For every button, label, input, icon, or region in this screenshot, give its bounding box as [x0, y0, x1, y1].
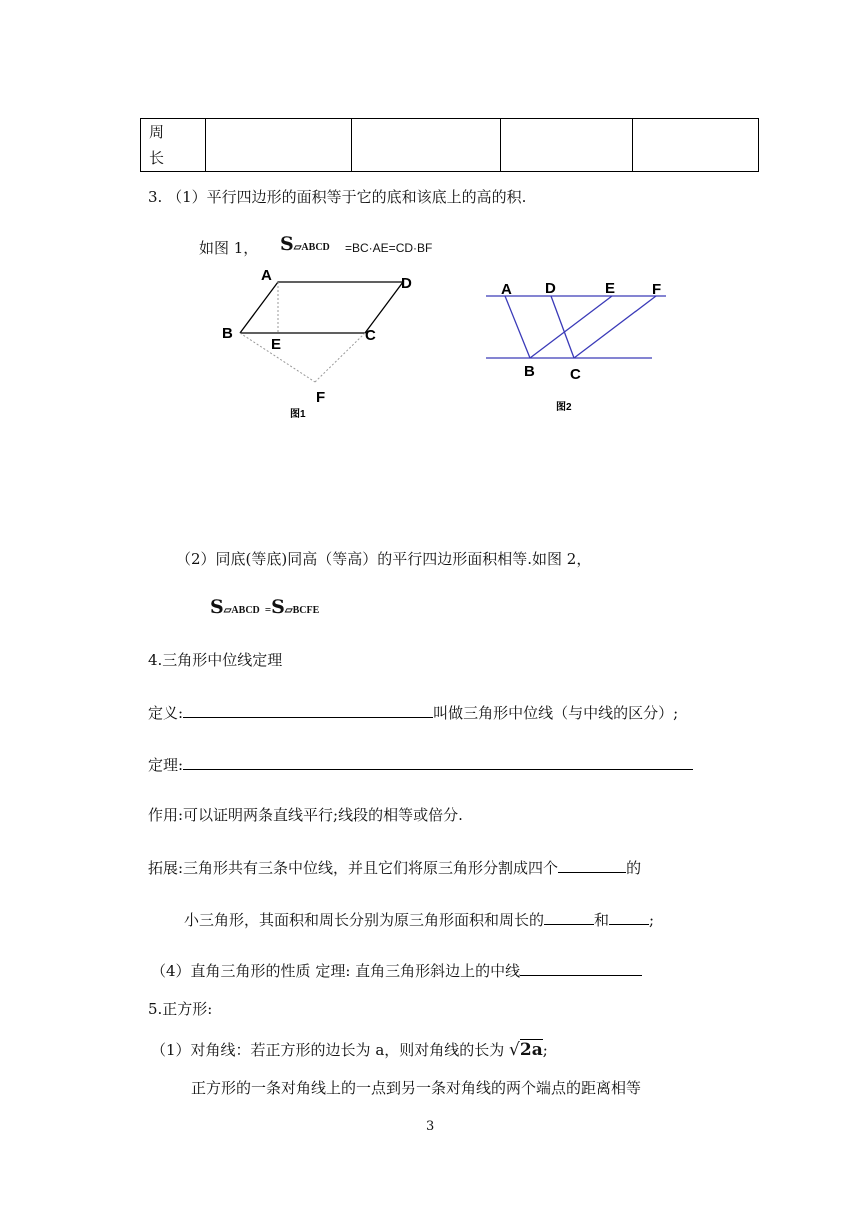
right-triangle-line — [151, 959, 642, 981]
eq-sub2: ▱BCFE — [284, 605, 320, 616]
extension2-mid: 和 — [594, 911, 610, 929]
fig2-label-f: F — [652, 281, 662, 298]
definition-prefix: 定义: — [148, 704, 184, 722]
formula-subscript: ▱ABCD — [293, 242, 330, 253]
extension2-prefix: 小三角形，其面积和周长分别为原三角形面积和周长的 — [184, 911, 545, 929]
fig1-caption: 图1 — [290, 409, 306, 420]
fig1-label-d: D — [401, 275, 412, 292]
eq-s2: S — [271, 596, 285, 618]
eq-equals: = — [264, 604, 272, 616]
fig2-label-b: B — [524, 363, 535, 380]
eq-sub1: ▱ABCD — [223, 605, 260, 616]
theorem-prefix: 定理: — [148, 756, 184, 774]
theorem-line — [148, 753, 693, 775]
table-cell — [352, 119, 501, 172]
section3-heading: 3. （1）平行四边形的面积等于它的底和该底上的高的积. — [148, 188, 527, 206]
perimeter-table — [140, 118, 759, 172]
table-cell — [501, 119, 633, 172]
formula-rhs: =BC·AE=CD·BF — [345, 241, 433, 255]
sqrt-symbol: √ — [509, 1040, 520, 1060]
extension-suffix: 的 — [626, 859, 642, 877]
table-cell — [206, 119, 352, 172]
definition-suffix: 叫做三角形中位线（与中线的区分）; — [433, 704, 679, 722]
fig1-label-a: A — [261, 267, 272, 284]
page-number: 3 — [426, 1119, 435, 1134]
row-label-line2: 长 — [149, 149, 165, 167]
section3-part2: （2）同底(等底)同高（等高）的平行四边形面积相等.如图 2， — [176, 550, 592, 568]
extension-prefix: 拓展:三角形共有三条中位线，并且它们将原三角形分割成四个 — [148, 859, 559, 877]
right-triangle-blank[interactable] — [520, 959, 642, 976]
section5-heading: 5.正方形: — [148, 1000, 213, 1018]
row-label-line1: 周 — [149, 123, 165, 141]
diagonal-value: 2a — [519, 1040, 543, 1060]
fig1-label-b: B — [222, 325, 233, 342]
fig1-reference: 如图 1， — [199, 239, 259, 257]
extension2-blank1[interactable] — [544, 908, 594, 925]
figure-1-parallelogram — [210, 260, 430, 430]
area-formula — [280, 233, 330, 255]
section4-heading: 4.三角形中位线定理 — [148, 651, 283, 669]
diagonal-prefix: （1）对角线：若正方形的边长为 a，则对角线的长为 — [151, 1041, 505, 1059]
table-row-label — [141, 119, 206, 172]
extension-line2 — [184, 908, 654, 930]
fig1-label-e: E — [271, 336, 282, 353]
diagonal-line2: 正方形的一条对角线上的一点到另一条对角线的两个端点的距离相等 — [191, 1079, 642, 1097]
table-cell — [633, 119, 759, 172]
fig2-label-a: A — [501, 281, 512, 298]
fig2-label-e: E — [605, 280, 616, 297]
diagonal-line — [151, 1040, 548, 1060]
fig1-label-c: C — [365, 327, 376, 344]
right-triangle-text: （4）直角三角形的性质 定理: 直角三角形斜边上的中线 — [151, 962, 521, 980]
formula-s: S — [280, 233, 294, 255]
definition-blank[interactable] — [183, 701, 433, 718]
extension-blank[interactable] — [558, 856, 626, 873]
fig1-label-f: F — [316, 389, 326, 406]
diagonal-suffix: ; — [542, 1041, 548, 1059]
equal-area-equation — [210, 596, 319, 618]
fig2-caption: 图2 — [556, 402, 572, 413]
fig2-label-c: C — [570, 366, 581, 383]
figure-2-parallelograms — [480, 275, 680, 420]
eq-s1: S — [210, 596, 224, 618]
usage-line: 作用:可以证明两条直线平行;线段的相等或倍分. — [148, 806, 463, 824]
theorem-blank[interactable] — [183, 753, 693, 770]
fig2-label-d: D — [545, 280, 556, 297]
definition-line — [148, 701, 678, 723]
extension2-suffix: ; — [649, 911, 655, 929]
extension2-blank2[interactable] — [609, 908, 649, 925]
extension-line — [148, 856, 641, 878]
